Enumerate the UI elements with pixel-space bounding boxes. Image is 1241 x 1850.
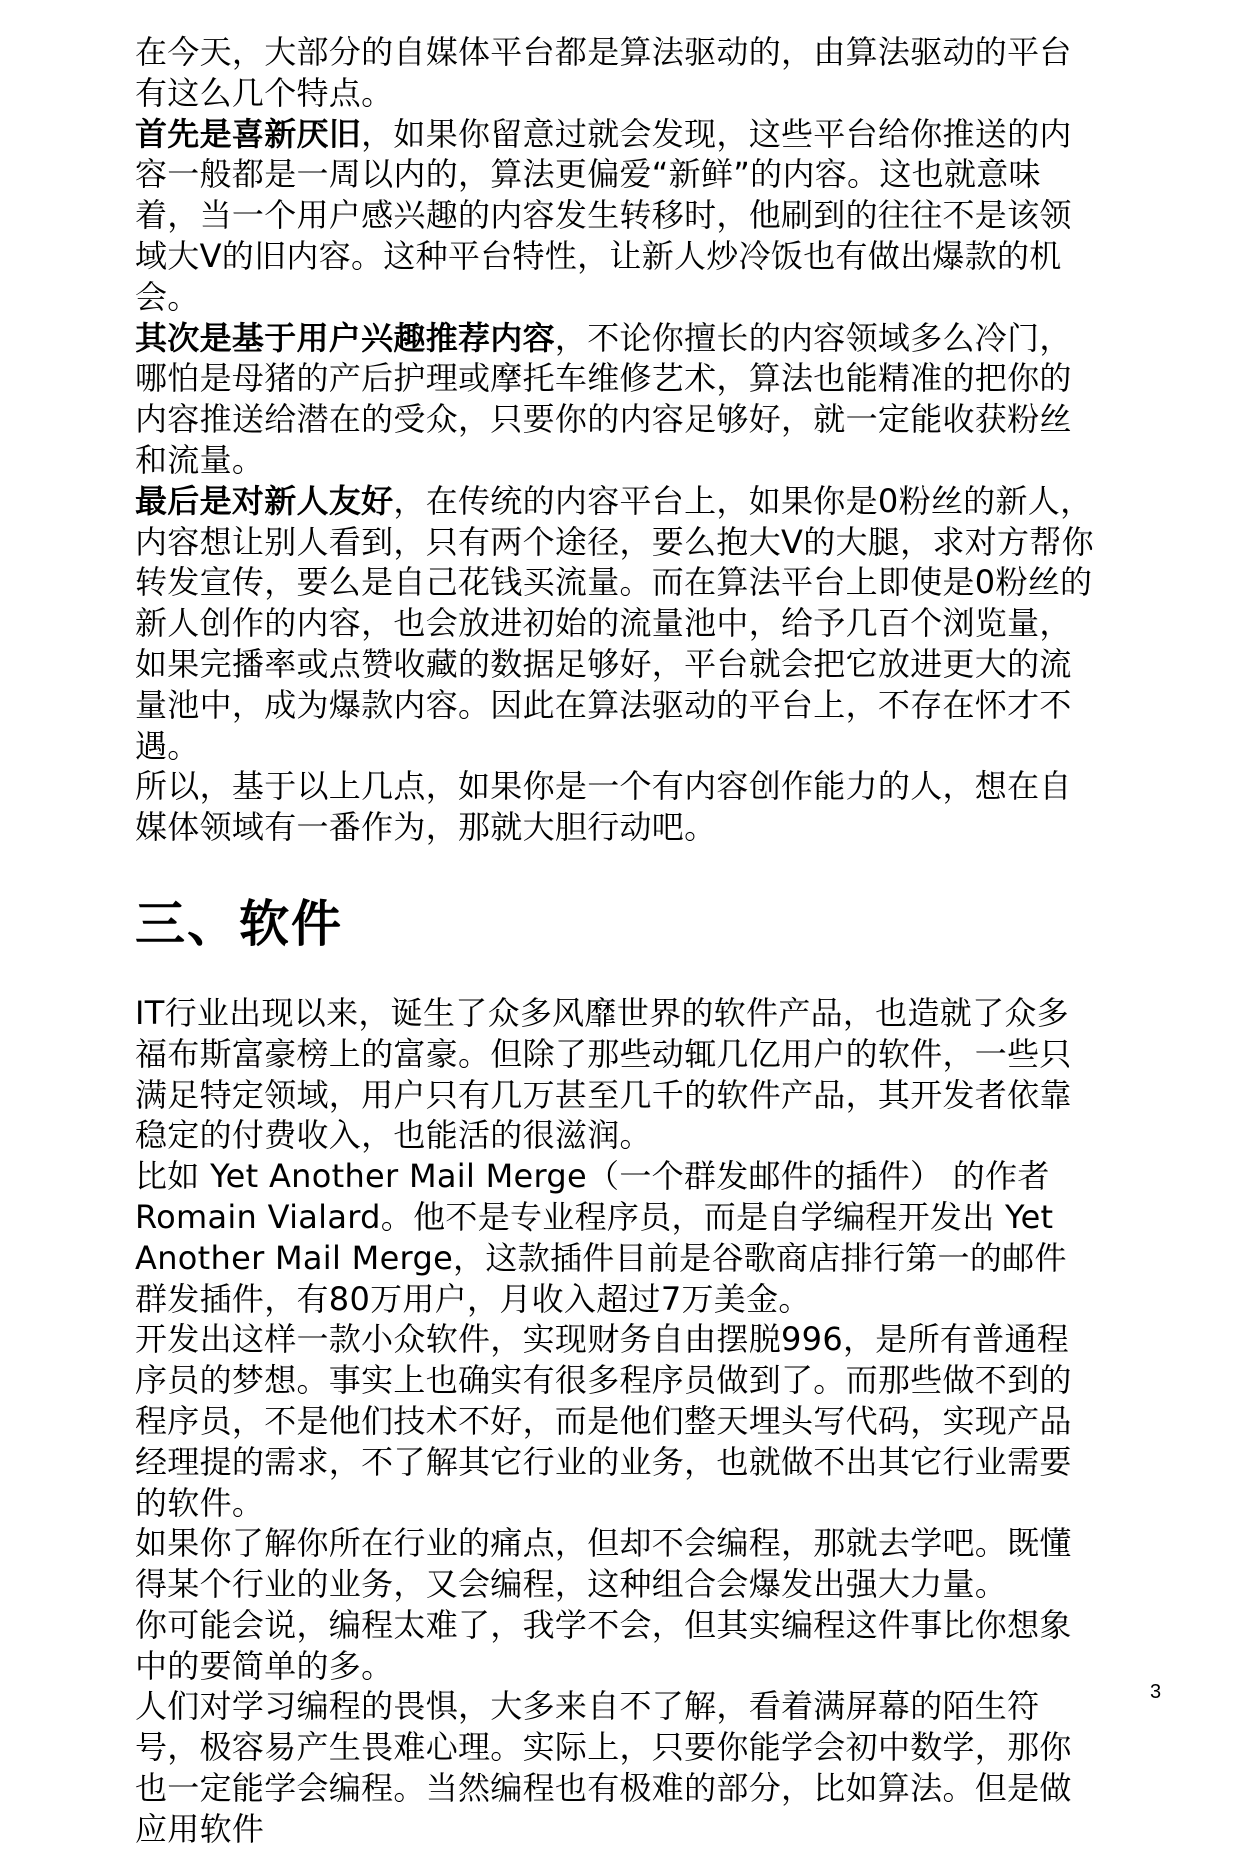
software-paragraph-2: 比如 Yet Another Mail Merge（一个群发邮件的插件） 的作者 Romain Vialard。他不是专业程序员，而是自学编程开发出 Yet Another Mail Merge，这款插件目前是谷歌商店排行第一的邮件群发插件，有80万用户，月收入超过7万美金。 [135, 1157, 1067, 1318]
point-2-text: ，不论你擅长的内容领域多么冷门，哪怕是母猪的产后护理或摩托车维修艺术，算法也能精准的把你的内容推送给潜在的受众，只要你的内容足够好，就一定能收获粉丝和流量。 [135, 318, 1072, 479]
point-1-text: ，如果你留意过就会发现，这些平台给你推送的内容一般都是一周以内的，算法更偏爱“新鲜”的内容。这也就意味着，当一个用户感兴趣的内容发生转移时，他刷到的往往不是该领域大V的旧内容。这种平台特性，让新人炒冷饭也有做出爆款的机会。 [135, 114, 1072, 316]
point-3-title: 最后是对新人友好 [135, 481, 394, 520]
point-2-title: 其次是基于用户兴趣推荐内容 [135, 318, 555, 357]
page-number: 3 [1150, 1681, 1162, 1703]
point-3-text: ，在传统的内容平台上，如果你是0粉丝的新人，内容想让别人看到，只有两个途径，要么抱大V的大腿，求对方帮你转发宣传，要么是自己花钱买流量。而在算法平台上即使是0粉丝的新人创作的内容，也会放进初始的流量池中，给予几百个浏览量，如果完播率或点赞收藏的数据足够好，平台就会把它放进更大的流量池中，成为爆款内容。因此在算法驱动的平台上，不存在怀才不遇。 [135, 481, 1094, 765]
point-2-paragraph [135, 318, 1095, 481]
software-paragraph-5: 你可能会说，编程太难了，我学不会，但其实编程这件事比你想象中的要简单的多。 [135, 1605, 1072, 1685]
software-paragraph-4: 如果你了解你所在行业的痛点，但却不会编程，那就去学吧。既懂得某个行业的业务，又会编程，这种组合会爆发出强大力量。 [135, 1524, 1072, 1604]
intro-paragraph: 在今天，大部分的自媒体平台都是算法驱动的，由算法驱动的平台有这么几个特点。 [135, 33, 1072, 112]
point-1-paragraph [135, 114, 1095, 318]
point-1-title: 首先是喜新厌旧 [135, 114, 362, 153]
point-3-paragraph [135, 481, 1095, 767]
software-paragraph-3: 开发出这样一款小众软件，实现财务自由摆脱996，是所有普通程序员的梦想。事实上也确实有很多程序员做到了。而那些做不到的程序员，不是他们技术不好，而是他们整天埋头写代码，实现产品经理提的需求，不了解其它行业的业务，也就做不出其它行业需要的软件。 [135, 1320, 1072, 1522]
conclusion-paragraph: 所以，基于以上几点，如果你是一个有内容创作能力的人，想在自媒体领域有一番作为，那就大胆行动吧。 [135, 767, 1072, 847]
document-page [135, 32, 1095, 1850]
software-paragraph-6: 人们对学习编程的畏惧，大多来自不了解，看着满屏幕的陌生符号，极容易产生畏难心理。实际上，只要你能学会初中数学，那你也一定能学会编程。当然编程也有极难的部分，比如算法。但是做应用软件 [135, 1687, 1072, 1848]
section-heading-software: 三、软件 [135, 894, 343, 953]
software-paragraph-1: IT行业出现以来，诞生了众多风靡世界的软件产品，也造就了众多福布斯富豪榜上的富豪。但除了那些动辄几亿用户的软件，一些只满足特定领域，用户只有几万甚至几千的软件产品，其开发者依靠稳定的付费收入，也能活的很滋润。 [135, 993, 1072, 1155]
